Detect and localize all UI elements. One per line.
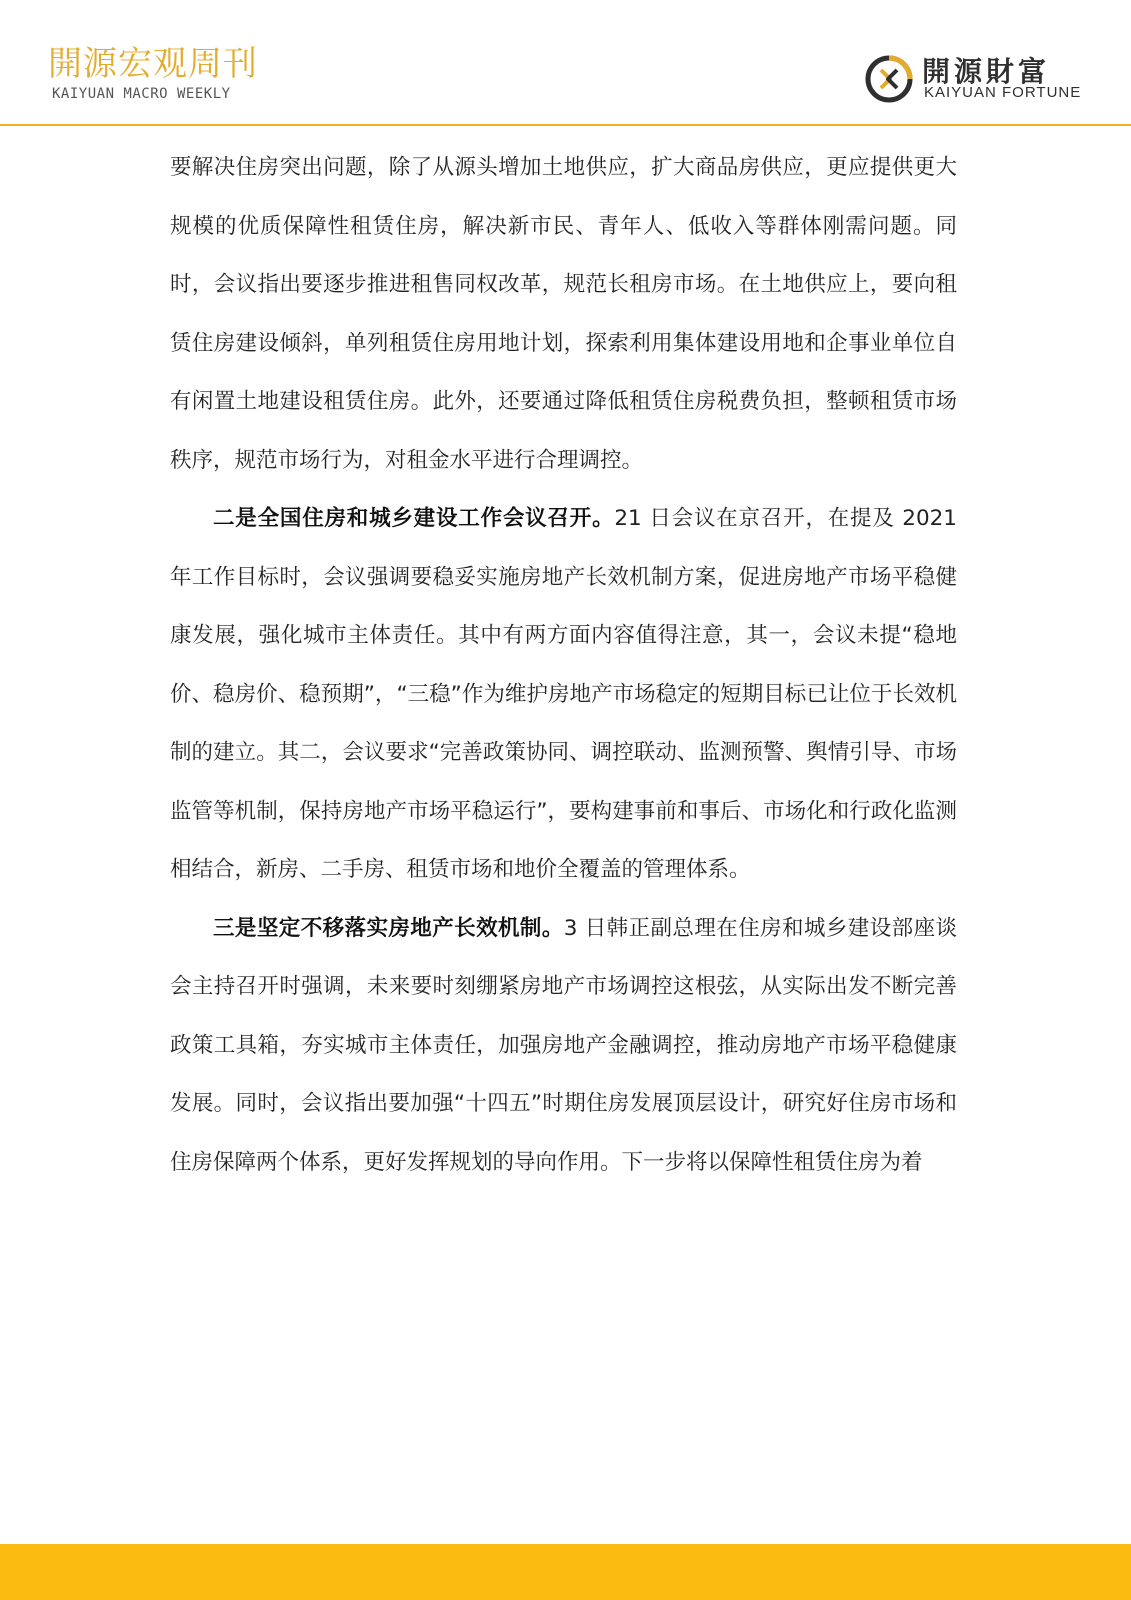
logo-chinese-text: 開源財富	[922, 55, 1051, 88]
paragraph-3-lead: 三是坚定不移落实房地产长效机制。	[213, 915, 564, 941]
paragraph-1-text: 要解决住房突出问题，除了从源头增加土地供应，扩大商品房供应，更应提供更大规模的优质保障性租赁住房，解决新市民、青年人、低收入等群体刚需问题。同时，会议指出要逐步推进租售同权改革，规范长租房市场。在土地供应上，要向租赁住房建设倾斜，单列租赁住房用地计划，探索利用集体建设用地和企事业单位自有闲置土地建设租赁住房。此外，还要通过降低租赁住房税费负担，整顿租赁市场秩序，规范市场行为，对租金水平进行合理调控。	[170, 155, 957, 473]
page-header	[0, 0, 1131, 126]
paragraph-2-lead: 二是全国住房和城乡建设工作会议召开。	[213, 506, 615, 531]
footer-bar	[0, 1544, 1131, 1600]
paragraph-3-text: 3 日韩正副总理在住房和城乡建设部座谈会主持召开时强调，未来要时刻绷紧房地产市场调控这根弦，从实际出发不断完善政策工具箱，夯实城市主体责任，加强房地产金融调控，推动房地产市场平稳健康发展。同时，会议指出要加强“十四五”时期住房发展顶层设计，研究好住房市场和住房保障两个体系，更好发挥规划的导向作用。下一步将以保障性租赁住房为着	[170, 915, 957, 1175]
publication-subtitle: KAIYUAN MACRO WEEKLY	[52, 86, 231, 102]
logo-english-text: KAIYUAN FORTUNE	[924, 84, 1082, 101]
kaiyuan-logo-icon	[864, 54, 914, 104]
header-divider	[0, 124, 1131, 126]
paragraph-2	[170, 490, 957, 900]
publication-title: 開源宏观周刊	[48, 44, 258, 84]
paragraph-2-text: 21 日会议在京召开，在提及 2021 年工作目标时，会议强调要稳妥实施房地产长效机制方案，促进房地产市场平稳健康发展，强化城市主体责任。其中有两方面内容值得注意，其一，会议未提“稳地价、稳房价、稳预期”，“三稳”作为维护房地产市场稳定的短期目标已让位于长效机制的建立。其二，会议要求“完善政策协同、调控联动、监测预警、舆情引导、市场监管等机制，保持房地产市场平稳运行”，要构建事前和事后、市场化和行政化监测相结合，新房、二手房、租赁市场和地价全覆盖的管理体系。	[170, 506, 957, 882]
article-body	[170, 139, 957, 1192]
paragraph-1	[170, 139, 957, 490]
paragraph-3	[170, 900, 957, 1193]
kaiyuan-logo	[864, 50, 1094, 106]
